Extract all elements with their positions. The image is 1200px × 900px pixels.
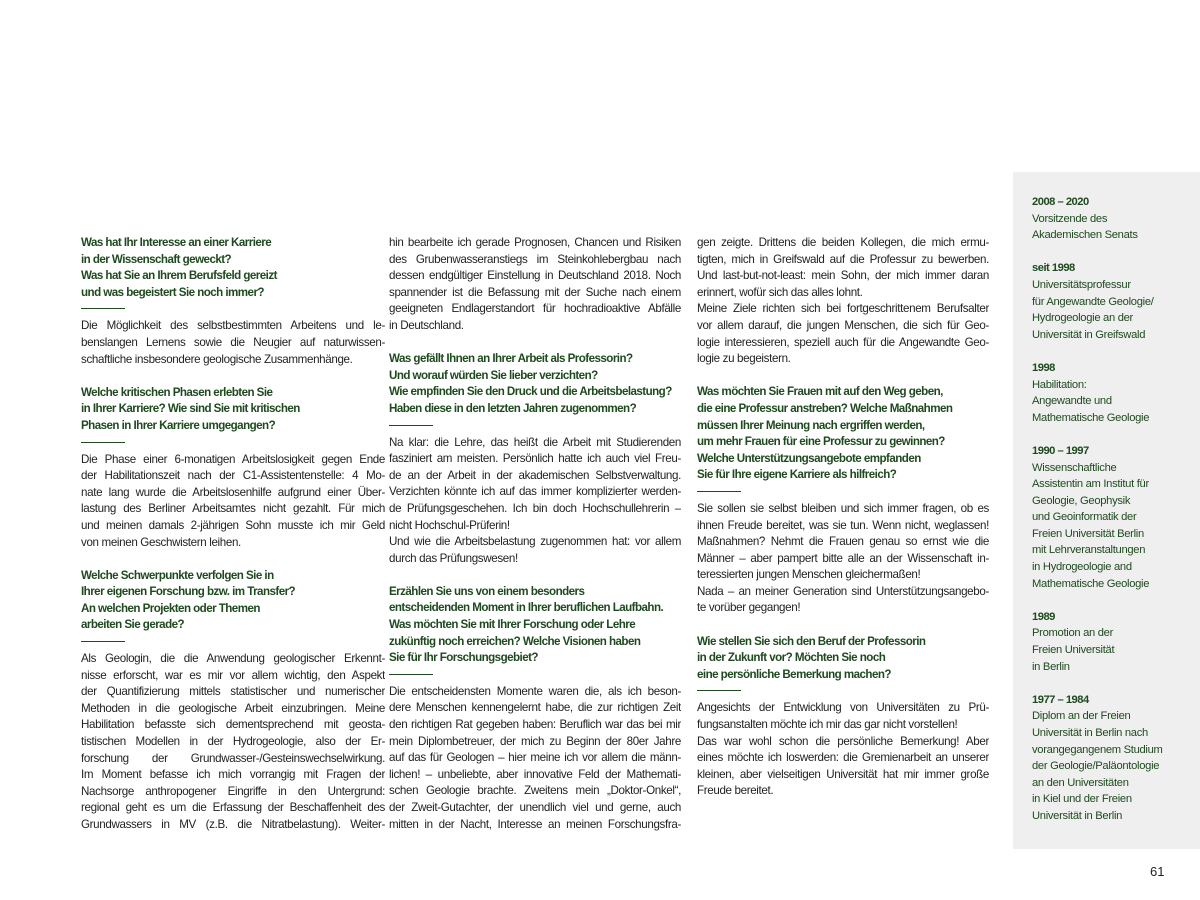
cv-entry-line: Habilitation: [1032,378,1087,391]
cv-entry [1032,609,1197,675]
question-line: in der Zukunft vor? Möchten Sie noch [697,651,886,665]
answer-line: nate lang wurde die Arbeitslosenhilfe aufgrund einer Über- [81,485,385,499]
section-divider [81,442,125,443]
cv-entry-line: vorangegangenem Studium [1032,743,1163,756]
question-line: um mehr Frauen für eine Professur zu gewinnen? [697,435,945,449]
cv-entry-period: 1990 – 1997 [1032,444,1089,457]
question-line: Welche Unterstützungsangebote empfanden [697,451,921,465]
answer-line: erinnert, wofür sich das alles lohnt. [697,285,863,299]
answer-line: lichen! – unbeliebte, aber innovative Feld der Mathemati- [389,767,681,781]
question-line: Was gefällt Ihnen an Ihrer Arbeit als Professorin? [389,352,633,366]
answer-line: Meine Ziele richten sich bei fortgeschrittenem Berufsalter [697,302,989,316]
answer-line: in Deutschland. [389,318,464,332]
answer-line: tigten, mich in Greifswald auf die Professur zu bewerben. [697,252,989,266]
cv-entry-line: Universität in Berlin nach [1032,727,1148,739]
cv-entry-period: 1998 [1032,361,1055,374]
answer-line: geeigneten Endlagerstandort für hochradioaktive Abfälle [389,302,681,316]
cv-entry-line: Geologie, Geophysik [1032,494,1131,507]
cv-entry-line: in Kiel und der Freien [1032,793,1132,806]
question-line: Und worauf würden Sie lieber verzichten? [389,368,598,382]
cv-entry-line: mit Lehrveranstaltungen [1032,544,1146,557]
answer-line: fasziniert am meisten. Persönlich hatte ich auch viel Freu- [389,452,681,466]
cv-entry-line: Mathematische Geologie [1032,411,1150,424]
cv-entry-line: Diplom an der Freien [1032,710,1131,723]
answer-line: nicht Hochschul-Prüferin! [389,518,510,532]
paragraph-gap [81,368,385,385]
text-column-1 [81,235,385,834]
page-number: 61 [1150,864,1165,879]
question-line: Sie für Ihr Forschungsgebiet? [389,651,538,665]
cv-entry-line: an den Universitäten [1032,776,1129,789]
answer-line: kleinen, aber vielseitigen Universität hat mir immer große [697,767,989,781]
answer-line: mein Diplombetreuer, der mich zu Beginn der 80er Jahre [389,734,681,748]
answer-line: schen Geologie brachte. Zweitens mein „Doktor-Onkel“, [389,784,681,798]
cv-entry-line: der Geologie/Paläontologie [1032,760,1160,773]
cv-entry [1032,360,1197,426]
paragraph-gap [389,567,681,584]
answer-line: logie zu begeistern. [697,352,791,366]
answer-line: fungsanstalten möchte ich mir das gar nicht vorstellen! [697,718,958,732]
question-line: arbeiten Sie gerade? [81,618,185,632]
paragraph-gap [389,335,681,352]
interview-answer [697,501,989,617]
interview-question [697,384,989,484]
question-line: Erzählen Sie uns von einem besonders [389,584,585,598]
paragraph-gap [81,551,385,568]
answer-line: teressierten jungen Menschen gleichermaßen! [697,568,921,582]
question-line: in Ihrer Karriere? Wie sind Sie mit kritischen [81,402,300,416]
cv-entry-line: Hydrogeologie an der [1032,312,1133,325]
answer-line: Freude bereitet. [697,784,774,798]
cv-entry-line: in Hydrogeologie and [1032,561,1132,574]
question-line: Phasen in Ihrer Karriere umgegangen? [81,418,276,432]
question-line: entscheidenden Moment in Ihrer beruflichen Laufbahn. [389,601,664,615]
answer-line: Maßnahmen? Nehmt die Frauen genau so ernst wie die [697,535,989,549]
interview-answer [81,318,385,368]
question-line: Was hat Sie an Ihrem Berufsfeld gereizt [81,269,277,283]
cv-entry-line: und Geoinformatik der [1032,511,1137,524]
answer-line: Verzichten könnte ich auf das immer komplizierter werden- [389,485,681,499]
cv-entry-line: Mathematische Geologie [1032,577,1150,590]
answer-line: Als Geologin, die die Anwendung geologischer Erkennt- [81,652,385,666]
interview-answer [81,651,385,834]
answer-line: Die Phase einer 6-monatigen Arbeitslosigkeit gegen Ende [81,452,385,466]
text-column-3 [697,235,989,800]
section-divider [697,491,741,492]
answer-line: de Prüfungsgeschehen. Ich bin doch Hochschullehrerin – [389,501,681,515]
answer-line: dessen endgültiger Einstellung in Deutschland 2018. Noch [389,269,681,283]
question-line: Welche kritischen Phasen erlebten Sie [81,385,273,399]
answer-line: gen zeigte. Drittens die beiden Kollegen, die mich ermu- [697,236,989,249]
cv-entry-period: 1989 [1032,610,1055,623]
answer-line: dere Menschen kennengelernt habe, die zur richtigen Zeit [389,701,681,715]
cv-entry-period: 2008 – 2020 [1032,196,1089,208]
answer-line: mitten in der Nacht, Interesse an meinen Forschungsfra- [389,817,681,831]
cv-entry-line: Freien Universität [1032,644,1115,657]
answer-line: und meinen damals 2-jährigen Sohn musste ich mir Geld [81,518,385,532]
answer-line: regional geht es um die Erfassung der Beschaffenheit des [81,801,385,815]
interview-answer [81,452,385,552]
answer-line: Sie sollen sie selbst bleiben und sich immer fragen, ob es [697,501,989,515]
cv-entry-line: für Angewandte Geologie/ [1032,295,1154,308]
answer-line: eines möchte ich loswerden: die Gremienarbeit an unserer [697,751,989,765]
answer-line: durch das Prüfungswesen! [389,551,518,565]
section-divider [81,308,125,309]
answer-line: Das war wohl schon die persönliche Bemerkung! Aber [697,734,989,748]
cv-entry-line: in Berlin [1032,660,1070,673]
question-line: und was begeistert Sie noch immer? [81,285,264,299]
answer-line: Methoden in die geologische Arbeit einzubringen. Meine [81,701,385,715]
cv-timeline [1032,194,1197,841]
answer-line: Na klar: die Lehre, das heißt die Arbeit mit Studierenden [389,435,681,449]
answer-line: Nachsorge anthropogener Eingriffe in den Untergrund: [81,784,385,798]
section-divider [697,690,741,691]
answer-line: Angesichts der Entwicklung von Universitäten zu Prü- [697,701,989,715]
cv-entry [1032,194,1197,244]
interview-question [389,584,681,667]
interview-answer [389,235,681,335]
answer-line: hin bearbeite ich gerade Prognosen, Chancen und Risiken [389,236,681,249]
interview-question [389,351,681,417]
cv-entry [1032,443,1197,592]
question-line: Was hat Ihr Interesse an einer Karriere [81,236,272,249]
question-line: An welchen Projekten oder Themen [81,601,260,615]
answer-line: tistischen Modellen in der Hydrogeologie, also der Er- [81,735,385,749]
interview-answer [697,700,989,800]
question-line: Was möchten Sie mit Ihrer Forschung oder Lehre [389,618,636,632]
answer-line: Und wie die Arbeitsbelastung zugenommen hat: vor allem [389,535,681,549]
answer-line: nisse erforscht, war es mir vor allem wichtig, den Aspekt [81,668,385,682]
answer-line: vor allem darauf, die jungen Menschen, die sich für Geo- [697,318,989,332]
answer-line: den richtigen Rat gegeben haben: Beruflich war das bei mir [389,718,681,732]
question-line: Wie stellen Sie sich den Beruf der Professorin [697,634,926,648]
question-line: die eine Professur anstreben? Welche Maßnahmen [697,401,953,415]
interview-question [697,634,989,684]
interview-question [81,568,385,634]
cv-entry-line: Akademischen Senats [1032,229,1138,242]
interview-question [81,385,385,435]
answer-line: de an der Arbeit in der akademischen Selbstverwaltung. [389,468,681,482]
question-line: Was möchten Sie Frauen mit auf den Weg geben, [697,385,943,399]
answer-line: Nada – an meiner Generation sind Unterstützungsangebo- [697,584,989,598]
answer-line: von meinen Geschwistern leihen. [81,535,241,549]
question-line: eine persönliche Bemerkung machen? [697,667,891,681]
question-line: zukünftig noch erreichen? Welche Visionen haben [389,634,641,648]
interview-answer [697,235,989,368]
answer-line: forschung der Grundwasser-/Gesteinswechselwirkung. [81,751,385,765]
cv-entry-line: Angewandte und [1032,395,1112,408]
cv-entry-line: Universitätsprofessur [1032,278,1131,291]
answer-line: Im Moment befasse ich mich vorrangig mit Fragen der [81,768,385,782]
paragraph-gap [697,368,989,385]
cv-entry-line: Freien Universität Berlin [1032,527,1144,540]
cv-entry-line: Assistentin am Institut für [1032,478,1149,491]
cv-sidebar [1013,172,1200,849]
question-line: Ihrer eigenen Forschung bzw. im Transfer? [81,585,296,599]
cv-entry-line: Universität in Greifswald [1032,328,1146,341]
answer-line: Grundwassers in MV (z.B. die Nitratbelastung). Weiter- [81,818,385,831]
answer-line: der Habilitationszeit nach der C1-Assistentenstelle: 4 Mo- [81,469,385,483]
answer-line: der Quantifizierung mittels statistischer und numerischer [81,685,385,699]
section-divider [389,674,433,675]
answer-line: Männer – aber pampert bitte alle an der Wissenschaft in- [697,551,989,565]
answer-line: des Grubenwasseranstiegs im Steinkohlebergbau nach [389,252,681,266]
cv-entry [1032,260,1197,343]
question-line: Welche Schwerpunkte verfolgen Sie in [81,568,274,582]
answer-line: der Zweit-Gutachter, der unendlich viel und gerne, auch [389,801,681,814]
cv-entry-line: Universität in Berlin [1032,809,1123,822]
answer-line: auf das für Geologen – hier meine ich vor allem die männ- [389,751,681,765]
answer-line: Habilitation befasste sich dementsprechend mit geosta- [81,718,385,732]
text-column-2 [389,235,681,833]
section-divider [81,641,125,642]
answer-line: schaftliche insbesondere geologische Zusammenhänge. [81,352,353,366]
answer-line: Und last-but-not-least: mein Sohn, der mich immer daran [697,269,989,283]
answer-line: Die entscheidensten Momente waren die, als ich beson- [389,684,681,698]
question-line: Haben diese in den letzten Jahren zugenommen? [389,401,637,415]
cv-entry-line: Wissenschaftliche [1032,461,1117,474]
question-line: in der Wissenschaft geweckt? [81,252,232,266]
answer-line: ihnen Freude bereitet, was sie tun. Wenn nicht, weglassen! [697,518,989,532]
answer-line: benslangen Lernens sowie die Neugier auf naturwissen- [81,335,385,349]
answer-line: lastung des Berliner Arbeitsamtes nicht gezahlt. Für mich [81,502,385,516]
question-line: Sie für Ihre eigene Karriere als hilfreich? [697,468,897,482]
cv-entry-period: 1977 – 1984 [1032,693,1089,706]
section-divider [389,425,433,426]
cv-entry [1032,692,1197,825]
interview-question [81,235,385,301]
paragraph-gap [697,617,989,634]
question-line: müssen Ihrer Meinung nach ergriffen werden, [697,418,925,432]
answer-line: logie interessieren, speziell auch für die Angewandte Geo- [697,335,989,349]
cv-entry-period: seit 1998 [1032,262,1075,275]
question-line: Wie empfinden Sie den Druck und die Arbeitsbelastung? [389,385,672,399]
answer-line: te vorüber gegangen! [697,601,801,615]
answer-line: Die Möglichkeit des selbstbestimmten Arbeitens und le- [81,319,385,333]
cv-entry-line: Promotion an der [1032,627,1114,640]
answer-line: spannender ist die Befassung mit der Suche nach einem [389,285,681,299]
interview-answer [389,435,681,568]
interview-answer [389,684,681,833]
cv-entry-line: Vorsitzende des [1032,212,1108,225]
